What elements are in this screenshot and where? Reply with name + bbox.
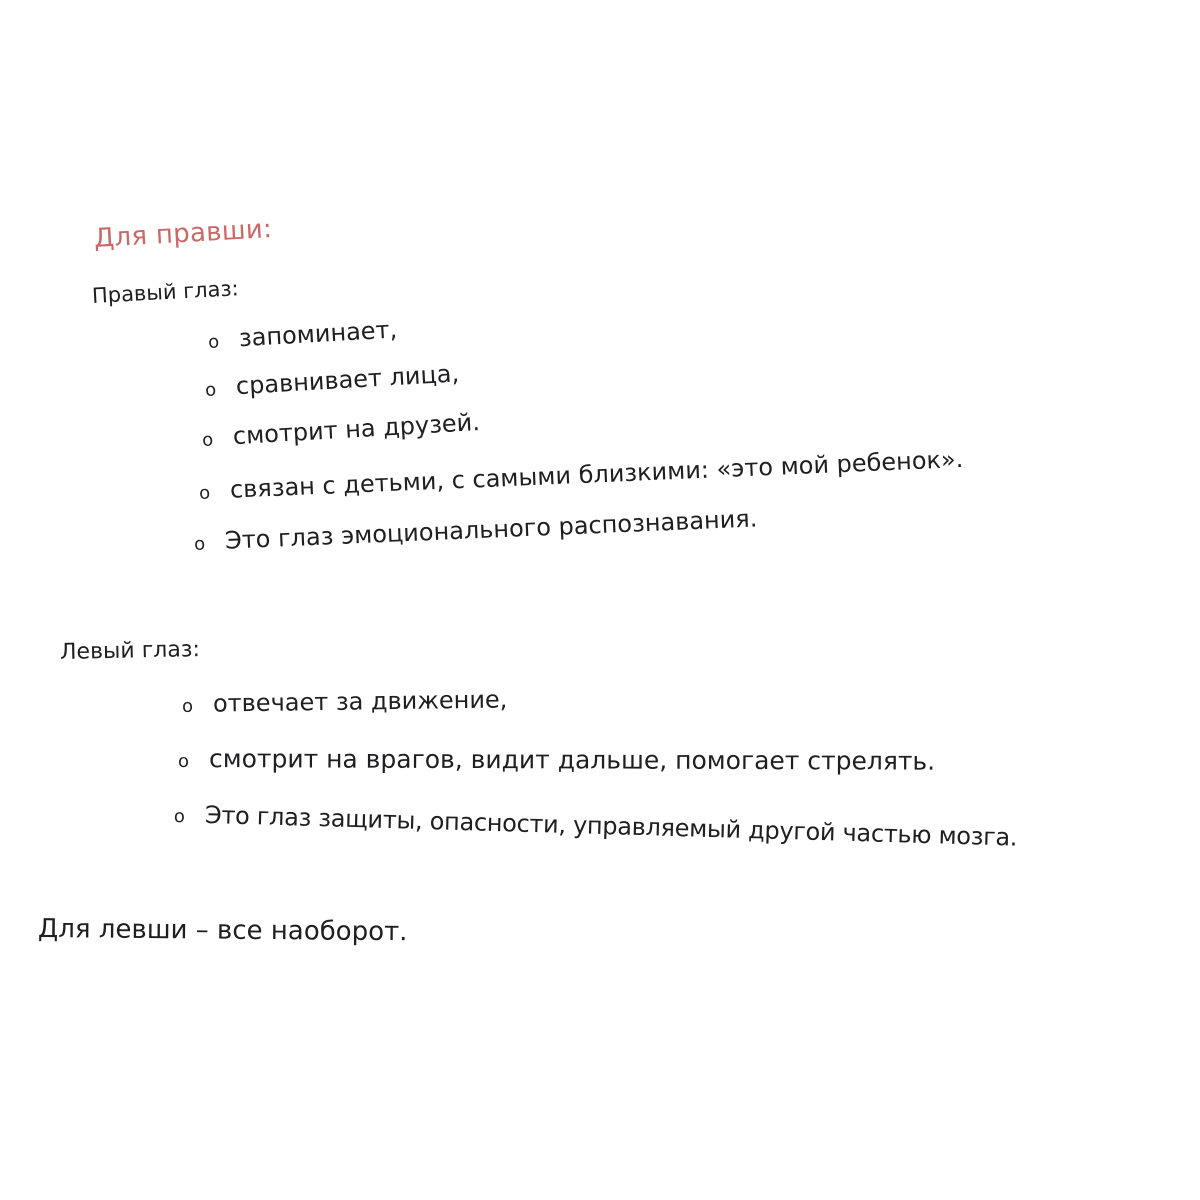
right-eye-item-text: Это глаз эмоционального распознавания. [224,504,758,555]
right-eye-item-text: связан с детьми, с самыми близкими: «это мой ребенок». [229,444,964,504]
bullet-icon: o [181,695,194,717]
bullet-icon: o [207,331,220,353]
document-heading: Для правши: [93,214,273,254]
right-eye-item [207,315,398,354]
bullet-icon: o [201,429,214,451]
bullet-icon: o [193,533,206,555]
right-eye-item-text: запоминает, [238,315,398,353]
right-eye-item [193,504,757,556]
left-eye-label: Левый глаз: [59,637,201,665]
right-eye-item-text: смотрит на друзей. [232,408,481,451]
right-eye-item [201,408,480,452]
left-handed-note: Для левши – все наоборот. [37,914,408,948]
right-eye-item [204,359,460,402]
left-eye-item [174,800,1018,852]
bullet-icon: o [173,806,186,828]
right-eye-item [198,445,963,505]
left-eye-item [182,685,508,718]
right-eye-item-text: сравнивает лица, [235,359,460,401]
right-eye-label: Правый глаз: [91,276,240,308]
left-eye-item-text: смотрит на врагов, видит дальше, помогает стрелять. [208,744,936,776]
left-eye-item-text: отвечает за движение, [212,685,508,718]
bullet-icon: o [198,482,211,504]
left-eye-item [178,744,935,776]
left-eye-item-text: Это глаз защиты, опасности, управляемый другой частью мозга. [204,800,1018,852]
bullet-icon: o [177,751,190,773]
bullet-icon: o [204,379,217,401]
